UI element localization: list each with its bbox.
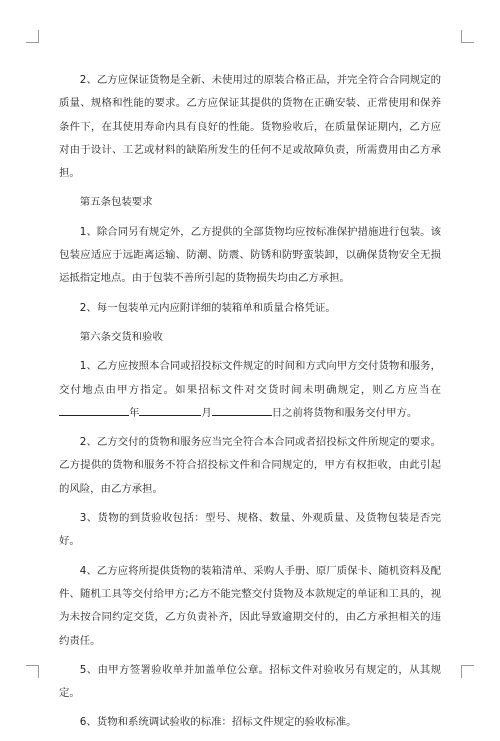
document-body bbox=[59, 69, 441, 741]
delivery-text-part1: 1、乙方应按照本合同或招投标文件规定的时间和方式向甲方交付货物和服务，交付地点由甲方指定。如果招标文件对交货时间未明确规定，则乙方应当在 bbox=[59, 360, 441, 396]
crop-mark-top-left bbox=[26, 30, 39, 43]
blank-field bbox=[59, 406, 101, 416]
year-label: 年 bbox=[129, 406, 140, 419]
paragraph-acceptance-seal: 5、由甲方签署验收单并加盖单位公章。招标文件对验收另有规定的，从其规定。 bbox=[59, 663, 441, 700]
delivery-text-part2: 日之前将货物和服务交付甲方。 bbox=[271, 406, 418, 419]
paragraph-inspection-items: 3、货物的到货验收包括：型号、规格、数量、外观质量、及货物包装是否完好。 bbox=[59, 512, 441, 548]
paragraph-quality-warranty: 2、乙方应保证货物是全新、未使用过的原装合格正品，并完全符合合同规定的质量、规格和性能的要求。乙方应保证其提供的货物在正确安装、正常使用和保养条件下，在其使用寿命内具有良好的性能。货物验收后，在质量保证期内，乙方应对由于设计、工艺或材料的缺陷所发生的任何不足或故障负责，所需费用由乙方承担。 bbox=[59, 74, 441, 180]
blank-field bbox=[212, 406, 272, 416]
month-label: 月 bbox=[201, 406, 212, 419]
section-heading-delivery: 第六条交货和验收 bbox=[79, 330, 163, 343]
paragraph-packaging-standard: 1、除合同另有规定外，乙方提供的全部货物均应按标准保护措施进行包装。该包装应适应于远距离运输、防潮、防震、防锈和防野蛮装卸，以确保货物安全无损运抵指定地点。由于包装不善所引起的货物损失均由乙方承担。 bbox=[59, 225, 441, 285]
crop-mark-bottom-right bbox=[461, 665, 474, 678]
blank-field bbox=[139, 406, 201, 416]
paragraph-acceptance-standard: 6、货物和系统调试验收的标准：招标文件规定的验收标准。 bbox=[79, 716, 357, 729]
blank-field bbox=[101, 406, 129, 416]
section-heading-packaging: 第五条包装要求 bbox=[79, 196, 153, 209]
crop-mark-bottom-left bbox=[26, 665, 39, 678]
paragraph-conformity: 2、乙方交付的货物和服务应当完全符合本合同或者招投标文件所规定的要求。乙方提供的货物和服务不符合招投标文件和合同规定的，甲方有权拒收，由此引起的风险，由乙方承担。 bbox=[59, 436, 441, 495]
paragraph-packing-list: 2、每一包装单元内应附详细的装箱单和质量合格凭证。 bbox=[79, 301, 336, 314]
paragraph-delivery-time bbox=[59, 355, 441, 425]
paragraph-documents: 4、乙方应将所提供货物的装箱清单、采购人手册、原厂质保卡、随机资料及配件、随机工具等交付给甲方;乙方不能完整交付货物及本款规定的单证和工具的，视为未按合同约定交货，乙方负责补齐，因此导致逾期交付的，由乙方承担相关的违约责任。 bbox=[59, 564, 441, 647]
crop-mark-top-right bbox=[461, 30, 474, 43]
